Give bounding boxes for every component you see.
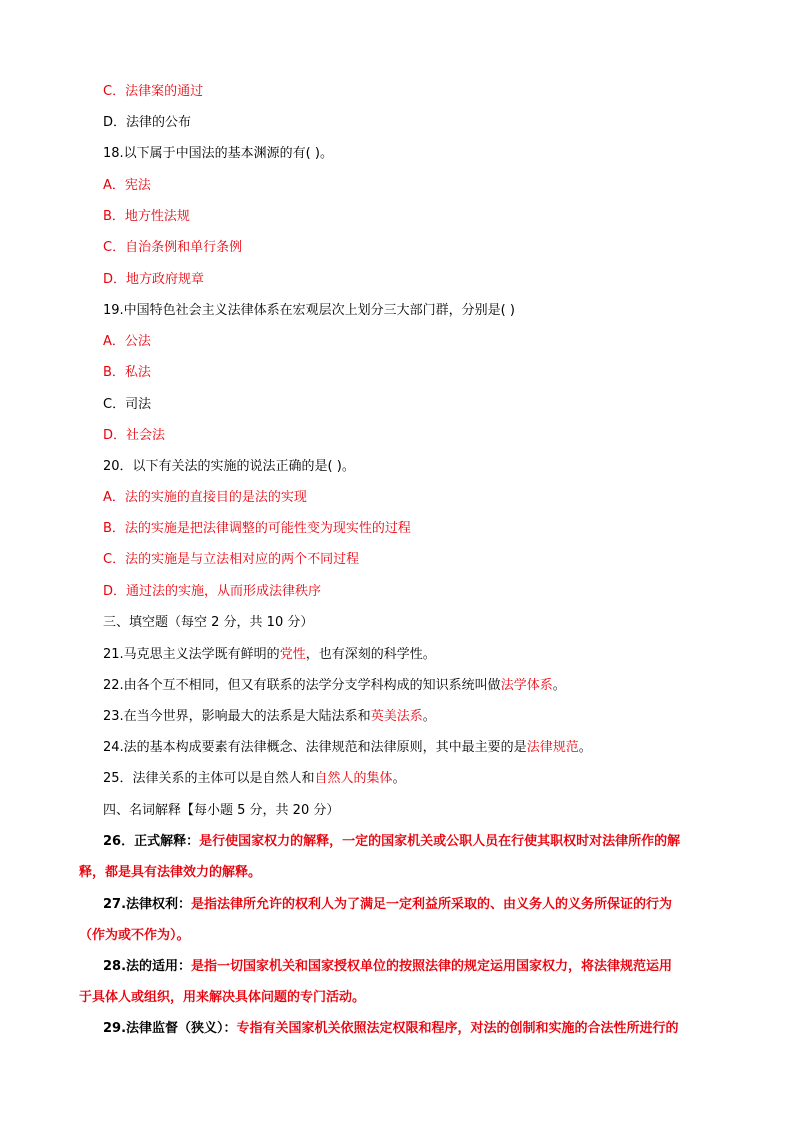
option-19c: C．司法 — [103, 397, 152, 412]
option-20b: B．法的实施是把法律调整的可能性变为现实性的过程 — [103, 521, 411, 536]
question-20: 20．以下有关法的实施的说法正确的是( )。 — [103, 459, 355, 474]
question-22-answer: 法学体系 — [500, 678, 553, 693]
question-23-prefix: 23.在当今世界，影响最大的法系是大陆法系和 — [103, 709, 371, 724]
question-25-prefix: 25．法律关系的主体可以是自然人和 — [103, 771, 315, 786]
question-19: 19.中国特色社会主义法律体系在宏观层次上划分三大部门群，分别是( ) — [103, 303, 515, 318]
term-29-definition: 专指有关国家机关依照法定权限和程序，对法的创制和实施的合法性所进行的 — [236, 1021, 679, 1036]
term-29-label: 29.法律监督（狭义）： — [103, 1021, 237, 1036]
term-27-line1 — [103, 896, 723, 914]
option-18d: D．地方政府规章 — [103, 272, 205, 287]
option-19a: A．公法 — [103, 334, 151, 349]
question-25-suffix: 。 — [392, 771, 406, 786]
option-20c: C．法的实施是与立法相对应的两个不同过程 — [103, 552, 360, 567]
term-27-label: 27.法律权利： — [103, 897, 192, 912]
question-25 — [103, 770, 406, 788]
question-22-suffix: 。 — [552, 678, 566, 693]
question-21-suffix: ，也有深刻的科学性。 — [305, 647, 436, 662]
option-18c-prev: C．法律案的通过 — [103, 84, 204, 99]
term-28-line1 — [103, 958, 723, 976]
question-23 — [103, 708, 436, 726]
term-27-definition: 是指法律所允许的权利人为了满足一定利益所采取的、由义务人的义务所保证的行为 — [191, 897, 673, 912]
question-23-suffix: 。 — [422, 709, 436, 724]
question-21-answer: 党性 — [279, 647, 306, 662]
option-18c: C．自治条例和单行条例 — [103, 240, 243, 255]
term-28-line2: 于具体人或组织，用来解决具体问题的专门活动。 — [79, 990, 366, 1005]
option-d-prev: D．法律的公布 — [103, 115, 192, 130]
question-22-prefix: 22.由各个互不相同，但又有联系的法学分支学科构成的知识系统叫做 — [103, 678, 501, 693]
option-20d: D．通过法的实施，从而形成法律秩序 — [103, 584, 322, 599]
term-26-label: 26．正式解释： — [103, 834, 200, 849]
question-24 — [103, 739, 592, 757]
term-29-line1 — [103, 1020, 723, 1038]
option-20a: A．法的实施的直接目的是法的实现 — [103, 490, 307, 505]
option-18a: A．宪法 — [103, 178, 151, 193]
question-24-answer: 法律规范 — [526, 740, 579, 755]
term-26-line2: 释，都是具有法律效力的解释。 — [79, 865, 262, 880]
question-21-prefix: 21.马克思主义法学既有鲜明的 — [103, 647, 280, 662]
question-24-suffix: 。 — [578, 740, 592, 755]
term-26-line1 — [103, 833, 723, 851]
question-25-answer: 自然人的集体 — [314, 771, 393, 786]
question-24-prefix: 24.法的基本构成要素有法律概念、法律规范和法律原则，其中最主要的是 — [103, 740, 527, 755]
term-26-definition: 是行使国家权力的解释，一定的国家机关或公职人员在行使其职权时对法律所作的解 — [199, 834, 681, 849]
question-21 — [103, 646, 436, 664]
term-28-label: 28.法的适用： — [103, 959, 192, 974]
section-4-heading: 四、名词解释【每小题 5 分，共 20 分） — [103, 803, 340, 818]
question-23-answer: 英美法系 — [370, 709, 423, 724]
option-18b: B．地方性法规 — [103, 209, 190, 224]
term-27-line2: （作为或不作为）。 — [79, 928, 190, 943]
question-18: 18.以下属于中国法的基本渊源的有( )。 — [103, 146, 333, 161]
option-19d: D．社会法 — [103, 428, 166, 443]
question-22 — [103, 677, 566, 695]
option-19b: B．私法 — [103, 365, 151, 380]
term-28-definition: 是指一切国家机关和国家授权单位的按照法律的规定运用国家权力，将法律规范运用 — [191, 959, 673, 974]
section-3-heading: 三、填空题（每空 2 分，共 10 分） — [103, 615, 314, 630]
